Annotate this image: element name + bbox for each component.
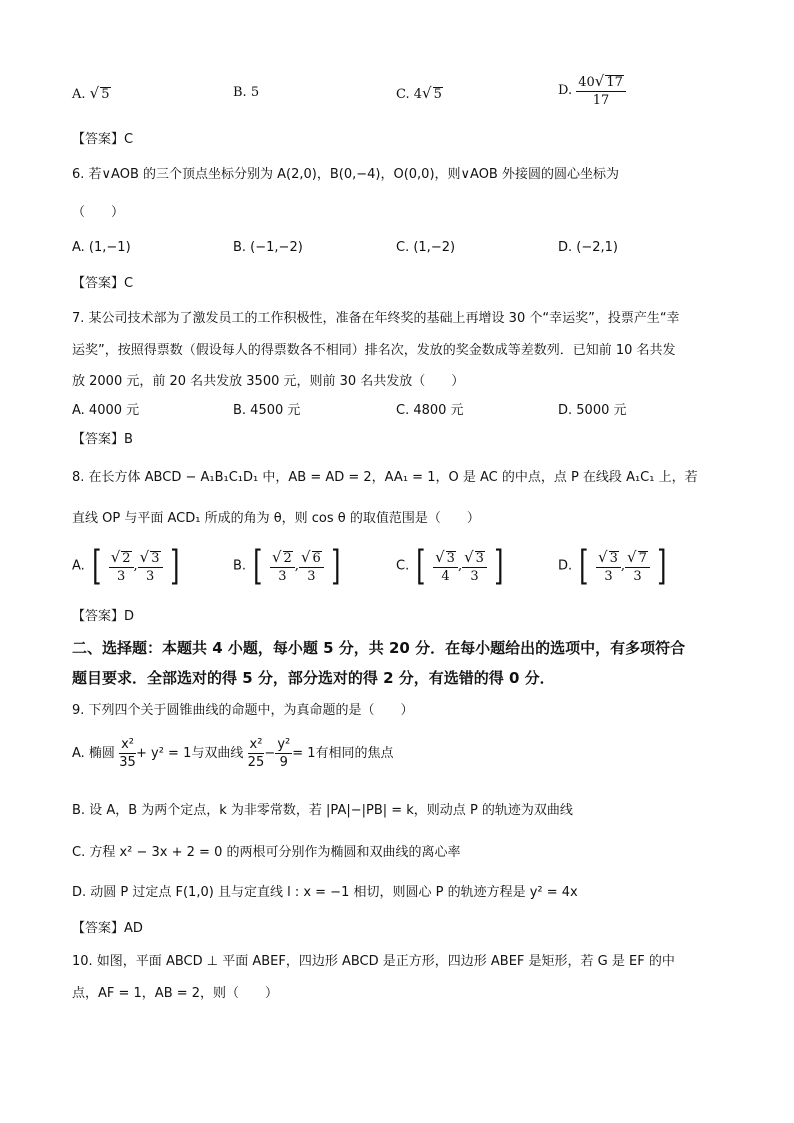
q6-stem: 6. 若∨AOB 的三个顶点坐标分别为 A(2,0)，B(0,−4)，O(0,0)，则∨AOB 外接圆的圆心坐标为 — [72, 167, 619, 182]
option-text: A. 椭圆 — [72, 746, 115, 761]
fraction: $\frac{√ 3}{3}$ — [596, 550, 621, 583]
denominator: 25 — [247, 755, 265, 770]
option-value: 5 — [250, 85, 260, 100]
q6-paren: （ ） — [72, 205, 125, 220]
sqrt-symbol: √ — [422, 84, 432, 102]
sqrt-symbol: √ — [89, 84, 100, 102]
section2-heading-line1: 二、选择题：本题共 4 小题，每小题 5 分，共 20 分．在每小题给出的选项中，有多项符合 — [72, 639, 686, 657]
fraction: $\frac{√ 6}{3}$ — [299, 550, 324, 583]
option-text: 与双曲线 — [191, 746, 244, 761]
denominator: 3 — [278, 568, 287, 584]
denominator: 3 — [307, 568, 316, 584]
left-bracket: [ — [92, 543, 102, 589]
denominator: 3 — [116, 568, 126, 584]
radicand: 3 — [475, 550, 484, 566]
q7-option-b: B. 4500 元 — [233, 403, 301, 418]
q5-option-a — [72, 86, 111, 101]
q10-line1: 10. 如图，平面 ABCD ⊥ 平面 ABEF，四边形 ABCD 是正方形，四边形 ABEF 是矩形，若 G 是 EF 的中 — [72, 954, 675, 969]
q6-answer: 【答案】C — [72, 276, 134, 291]
right-bracket: ] — [331, 543, 341, 589]
q9-option-d: D. 动圆 P 过定点 F(1,0) 且与定直线 l : x = −1 相切，则圆心 P 的轨迹方程是 y² = 4x — [72, 885, 578, 900]
q8-option-d: D. [ $\frac{√ 3}{3}$ , $\frac{√ 7}{3}$ ] — [558, 543, 667, 589]
q8-line2: 直线 OP 与平面 ACD₁ 所成的角为 θ，则 cos θ 的取值范围是（ ） — [72, 511, 480, 526]
q7-line1: 7. 某公司技术部为了激发员工的工作积极性，准备在年终奖的基础上再增设 30 个“幸运奖”，投票产生“幸 — [72, 311, 680, 326]
fraction: $\frac{40√ 17}{17}$ — [576, 74, 626, 107]
q9-stem: 9. 下列四个关于圆锥曲线的命题中，为真命题的是（ ） — [72, 703, 414, 718]
q9-option-a: A. 椭圆 $\frac{\text{x²}}{35}$ + y² = 1与双曲线 $\frac{\text{x²}}{25}$ − $\frac{\text{y²}}{9}$ = 1有相同的焦点 — [72, 737, 394, 770]
fraction: $\frac{√ 7}{3}$ — [625, 550, 650, 583]
option-label: D. — [558, 558, 573, 574]
left-bracket: [ — [579, 543, 589, 589]
radicand: 3 — [446, 550, 455, 566]
radicand: 5 — [433, 87, 442, 102]
q8-option-c: C. [ $\frac{√ 3}{4}$ , $\frac{√ 3}{3}$ ] — [396, 543, 504, 589]
fraction — [119, 738, 136, 769]
q7-line3: 放 2000 元，前 20 名共发放 3500 元，则前 30 名共发放（ ） — [72, 374, 465, 389]
radicand: 3 — [609, 550, 618, 566]
denominator: 17 — [592, 93, 610, 108]
q6-option-c: C. (1,−2) — [396, 240, 456, 255]
denominator: 9 — [279, 755, 288, 770]
q8-option-b: B. [ $\frac{√ 2}{3}$ , $\frac{√ 6}{3}$ ] — [233, 543, 341, 589]
fraction: $\frac{√ 2}{3}$ — [109, 550, 134, 583]
numerator-coef: 40 — [578, 75, 595, 90]
q8-line1: 8. 在长方体 ABCD − A₁B₁C₁D₁ 中，AB = AD = 2，AA₁ = 1，O 是 AC 的中点，点 P 在线段 A₁C₁ 上，若 — [72, 470, 698, 485]
denominator: 35 — [119, 755, 136, 770]
denominator: 3 — [633, 568, 642, 584]
q6-option-b: B. (−1,−2) — [233, 240, 303, 255]
q5-option-b — [233, 86, 259, 99]
left-bracket: [ — [416, 543, 426, 589]
radicand: 2 — [283, 550, 292, 566]
q9-option-b: B. 设 A，B 为两个定点，k 为非零常数，若 |PA|−|PB| = k，则动点 P 的轨迹为双曲线 — [72, 803, 573, 818]
coefficient: 4 — [413, 87, 423, 102]
fraction — [248, 738, 265, 769]
radicand: 2 — [122, 550, 131, 566]
option-label: B. — [233, 85, 247, 100]
denominator: 4 — [441, 568, 450, 584]
q7-option-d: D. 5000 元 — [558, 403, 627, 418]
fraction: $\frac{√ 2}{3}$ — [270, 550, 295, 583]
option-text: 有相同的焦点 — [315, 746, 394, 761]
q9-option-c: C. 方程 x² − 3x + 2 = 0 的两根可分别作为椭圆和双曲线的离心率 — [72, 845, 461, 860]
option-label: C. — [396, 87, 410, 102]
numerator: y² — [277, 737, 291, 752]
fraction: $\frac{√ 3}{3}$ — [138, 550, 163, 583]
fraction — [275, 738, 292, 769]
right-bracket: ] — [657, 543, 667, 589]
section2-heading-line2: 题目要求．全部选对的得 5 分，部分选对的得 2 分，有选错的得 0 分． — [72, 669, 555, 687]
option-label: C. — [396, 558, 410, 574]
numerator: x² — [249, 737, 263, 752]
q5-option-c — [396, 86, 443, 101]
q7-option-c: C. 4800 元 — [396, 403, 464, 418]
option-label: B. — [233, 558, 247, 574]
q7-line2: 运奖”，按照得票数（假设每人的得票数各不相同）排名次，发放的奖金数成等差数列．已知前 10 名共发 — [72, 343, 676, 358]
option-label: A. — [72, 558, 85, 574]
denominator: 3 — [470, 568, 479, 584]
fraction: $\frac{√ 3}{3}$ — [462, 550, 487, 583]
option-label: A. — [72, 87, 86, 102]
q5-answer: 【答案】C — [72, 132, 134, 147]
fraction: $\frac{√ 3}{4}$ — [433, 550, 458, 583]
q9-answer: 【答案】AD — [72, 921, 143, 936]
q7-option-a: A. 4000 元 — [72, 403, 140, 418]
radicand: 7 — [638, 550, 647, 566]
option-label: D. — [558, 83, 573, 98]
q7-answer: 【答案】B — [72, 432, 133, 447]
q8-answer: 【答案】D — [72, 609, 135, 624]
right-bracket: ] — [494, 543, 504, 589]
radicand: 6 — [312, 550, 321, 566]
left-bracket: [ — [253, 543, 263, 589]
radicand: 5 — [101, 87, 110, 102]
numerator: x² — [121, 737, 134, 752]
q6-option-d: D. (−2,1) — [558, 240, 618, 255]
q10-line2: 点，AF = 1，AB = 2，则（ ） — [72, 986, 279, 1001]
radicand: 3 — [151, 550, 160, 566]
q8-option-a: A. [ $\frac{√ 2}{3}$ , $\frac{√ 3}{3}$ ] — [72, 543, 180, 589]
q5-option-d — [558, 74, 626, 107]
radicand: 17 — [606, 75, 623, 90]
denominator: 3 — [604, 568, 613, 584]
denominator: 3 — [145, 568, 155, 584]
right-bracket: ] — [169, 543, 180, 589]
q6-option-a: A. (1,−1) — [72, 240, 131, 255]
